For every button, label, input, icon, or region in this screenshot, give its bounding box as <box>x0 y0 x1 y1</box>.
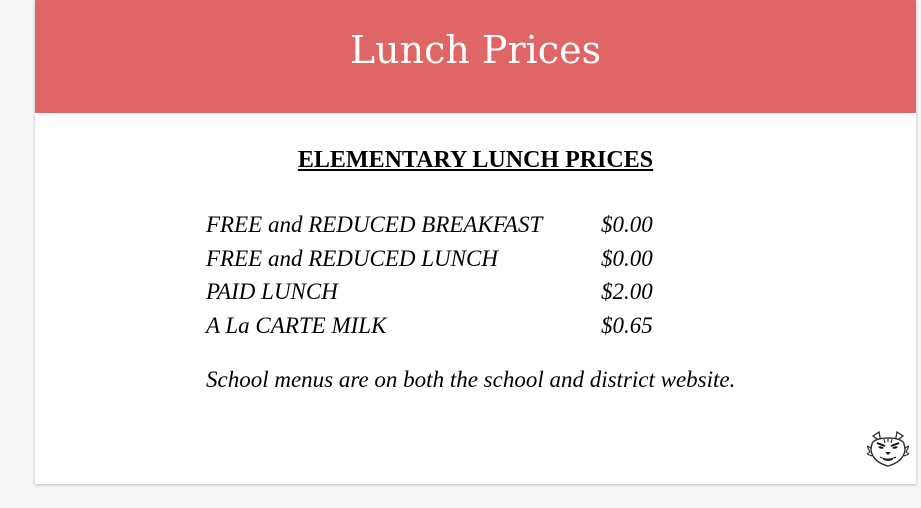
price-row-free-reduced-breakfast <box>206 208 706 242</box>
price-label: A La CARTE MILK <box>206 312 387 338</box>
price-value: $0.00 <box>601 245 653 271</box>
card-header <box>35 0 916 113</box>
wildcat-mascot-icon <box>867 430 909 470</box>
price-list <box>206 208 706 342</box>
section-heading: ELEMENTARY LUNCH PRICES <box>297 147 654 173</box>
price-row-a-la-carte-milk <box>206 309 706 343</box>
price-label: FREE and REDUCED BREAKFAST <box>206 212 543 237</box>
page-title: Lunch Prices <box>349 28 602 72</box>
price-label: FREE and REDUCED LUNCH <box>206 245 498 271</box>
price-label: PAID LUNCH <box>206 279 338 304</box>
menus-note: School menus are on both the school and district website. <box>206 367 736 392</box>
lunch-prices-card <box>35 0 916 484</box>
price-value: $2.00 <box>601 279 653 304</box>
price-value: $0.00 <box>601 212 653 237</box>
price-value: $0.65 <box>601 312 653 338</box>
price-row-paid-lunch <box>206 275 706 309</box>
price-row-free-reduced-lunch <box>206 242 706 276</box>
